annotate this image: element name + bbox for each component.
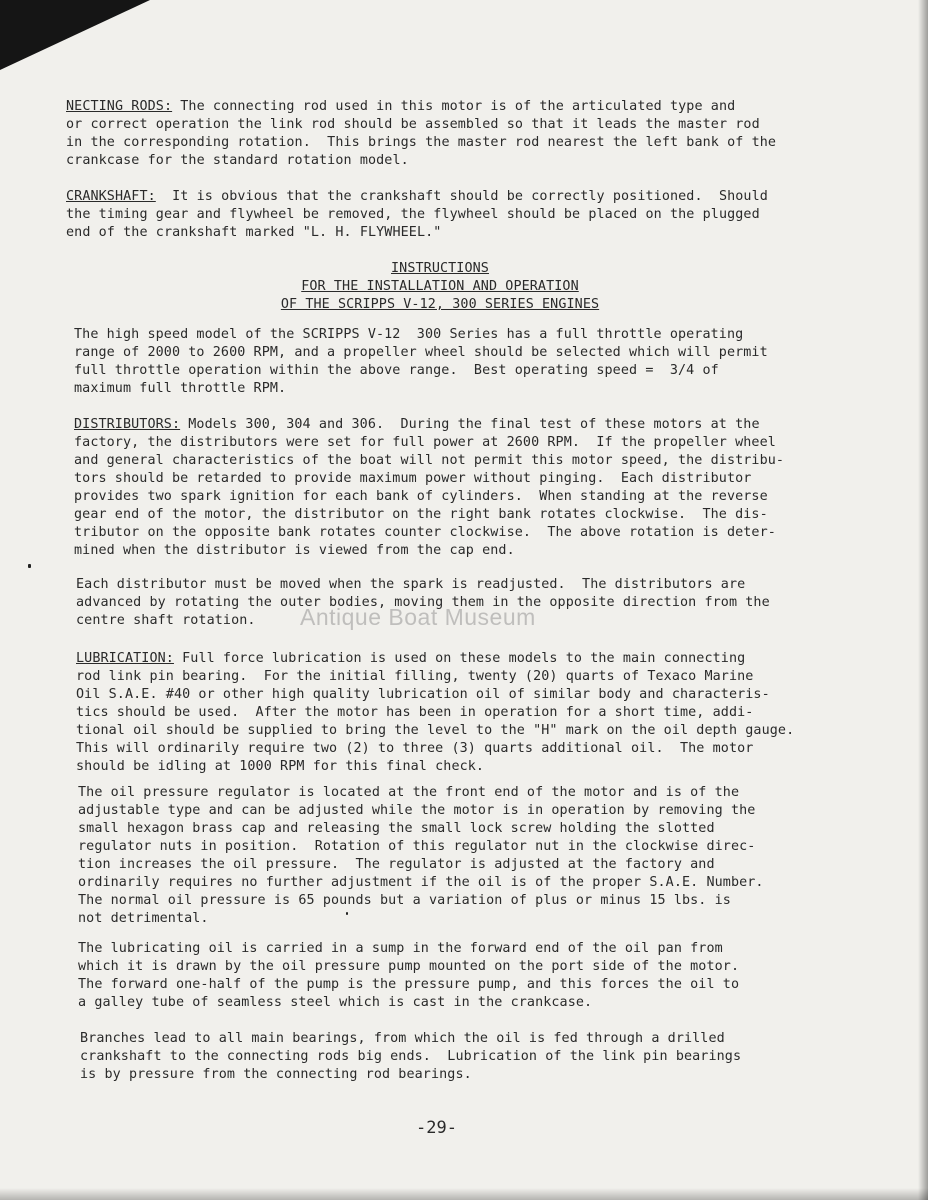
text-line: full throttle operation within the above range. Best operating speed = 3/4 of — [74, 363, 719, 378]
text-line: which it is drawn by the oil pressure pump mounted on the port side of the motor. — [78, 959, 740, 974]
text-line: Branches lead to all main bearings, from which the oil is fed through a drilled — [80, 1031, 725, 1046]
text-line: The oil pressure regulator is located at the front end of the motor and is of the — [78, 785, 740, 800]
text-line: rod link pin bearing. For the initial filling, twenty (20) quarts of Texaco Marine — [76, 669, 754, 684]
paragraph-crankshaft — [66, 188, 768, 242]
heading-line-2: FOR THE INSTALLATION AND OPERATION — [301, 279, 579, 294]
text-line: ordinarily requires no further adjustment if the oil is of the proper S.A.E. Number. — [78, 875, 764, 890]
text-line: Each distributor must be moved when the spark is readjusted. The distributors are — [76, 577, 746, 592]
text-line: the timing gear and flywheel be removed, the flywheel should be placed on the plugged — [66, 207, 760, 222]
scan-speck — [28, 564, 31, 568]
section-label-connecting-rods: NECTING RODS: — [66, 99, 173, 114]
text-line: regulator nuts in position. Rotation of this regulator nut in the clockwise direc- — [78, 839, 756, 854]
text-line: tics should be used. After the motor has been in operation for a short time, addi- — [76, 705, 754, 720]
text-line: gear end of the motor, the distributor on the right bank rotates clockwise. The dis- — [74, 507, 768, 522]
text-line: The connecting rod used in this motor is of the articulated type and — [172, 99, 736, 114]
scan-corner-shadow — [0, 0, 150, 70]
text-line: is by pressure from the connecting rod bearings. — [80, 1067, 472, 1082]
text-line: maximum full throttle RPM. — [74, 381, 287, 396]
text-line: small hexagon brass cap and releasing the small lock screw holding the slotted — [78, 821, 715, 836]
instructions-heading — [260, 260, 620, 314]
heading-line-1: INSTRUCTIONS — [391, 261, 489, 276]
scan-bottom-shadow — [0, 1188, 928, 1200]
text-line: tors should be retarded to provide maximum power without pinging. Each distributor — [74, 471, 752, 486]
text-line: range of 2000 to 2600 RPM, and a propeller wheel should be selected which will permit — [74, 345, 768, 360]
paragraph-branches — [80, 1030, 741, 1084]
text-line: Oil S.A.E. #40 or other high quality lubrication oil of similar body and characteris- — [76, 687, 770, 702]
text-line: adjustable type and can be adjusted while the motor is in operation by removing the — [78, 803, 756, 818]
text-line: and general characteristics of the boat will not permit this motor speed, the distribu- — [74, 453, 785, 468]
paragraph-oil-pressure-regulator — [78, 784, 764, 928]
text-line: crankshaft to the connecting rods big ends. Lubrication of the link pin bearings — [80, 1049, 742, 1064]
paragraph-intro — [74, 326, 768, 398]
text-line: provides two spark ignition for each bank of cylinders. When standing at the reverse — [74, 489, 768, 504]
text-line: tional oil should be supplied to bring the level to the "H" mark on the oil depth gauge. — [76, 723, 795, 738]
heading-line-3: OF THE SCRIPPS V-12, 300 SERIES ENGINES — [280, 297, 600, 312]
text-line: tion increases the oil pressure. The regulator is adjusted at the factory and — [78, 857, 715, 872]
text-line: Models 300, 304 and 306. During the final test of these motors at the — [180, 417, 760, 432]
scan-speck — [346, 912, 348, 915]
text-line: factory, the distributors were set for full power at 2600 RPM. If the propeller wheel — [74, 435, 776, 450]
text-line: end of the crankshaft marked "L. H. FLYWHEEL." — [66, 225, 442, 240]
text-line: The high speed model of the SCRIPPS V-12 300 Series has a full throttle operating — [74, 327, 744, 342]
text-line: not detrimental. — [78, 911, 209, 926]
text-line: centre shaft rotation. — [76, 613, 256, 628]
text-line: The normal oil pressure is 65 pounds but a variation of plus or minus 15 lbs. is — [78, 893, 731, 908]
paragraph-connecting-rods — [66, 98, 776, 170]
text-line: mined when the distributor is viewed from the cap end. — [74, 543, 515, 558]
paragraph-lubrication — [76, 650, 794, 776]
text-line: or correct operation the link rod should be assembled so that it leads the master rod — [66, 117, 760, 132]
text-line: The lubricating oil is carried in a sump in the forward end of the oil pan from — [78, 941, 723, 956]
text-line: It is obvious that the crankshaft should be correctly positioned. Should — [155, 189, 768, 204]
page-number: -29- — [416, 1118, 457, 1138]
text-line: in the corresponding rotation. This brings the master rod nearest the left bank of the — [66, 135, 777, 150]
text-line: This will ordinarily require two (2) to three (3) quarts additional oil. The motor — [76, 741, 754, 756]
museum-watermark: Antique Boat Museum — [300, 604, 536, 630]
paragraph-distributors — [74, 416, 784, 560]
section-label-lubrication: LUBRICATION: — [76, 651, 174, 666]
paragraph-oil-sump — [78, 940, 739, 1012]
text-line: The forward one-half of the pump is the pressure pump, and this forces the oil to — [78, 977, 740, 992]
text-line: tributor on the opposite bank rotates counter clockwise. The above rotation is deter- — [74, 525, 776, 540]
section-label-crankshaft: CRANKSHAFT: — [66, 189, 156, 204]
text-line: should be idling at 1000 RPM for this final check. — [76, 759, 485, 774]
text-line: a galley tube of seamless steel which is cast in the crankcase. — [78, 995, 593, 1010]
scan-edge-shadow — [918, 0, 928, 1200]
text-line: Full force lubrication is used on these models to the main connecting — [173, 651, 746, 666]
text-line: crankcase for the standard rotation model. — [66, 153, 409, 168]
section-label-distributors: DISTRIBUTORS: — [74, 417, 181, 432]
text-line: advanced by rotating the outer bodies, moving them in the opposite direction from the — [76, 595, 770, 610]
